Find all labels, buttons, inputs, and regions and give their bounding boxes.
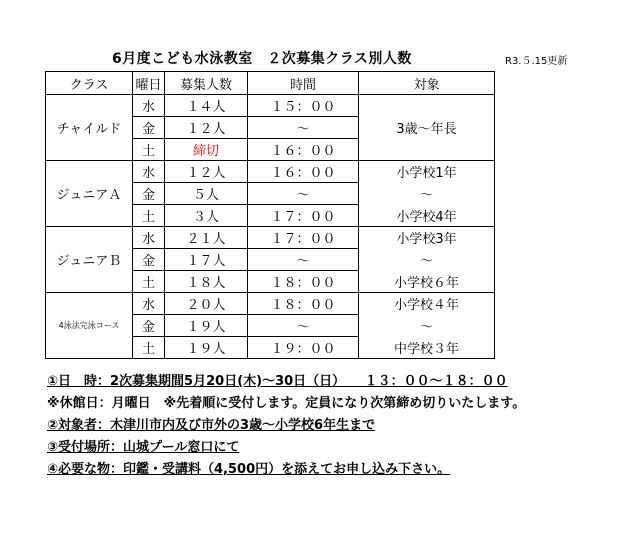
- count-cell: ５人: [165, 183, 248, 205]
- table-row: [46, 293, 495, 315]
- count-cell: １４人: [165, 95, 248, 117]
- table-row: [46, 161, 495, 183]
- class-schedule-table: [45, 71, 495, 359]
- day-cell: 金: [133, 315, 165, 337]
- target-tilde: ～: [359, 249, 495, 271]
- day-cell: 水: [133, 293, 165, 315]
- count-cell: １８人: [165, 271, 248, 293]
- time-start: １５：００: [248, 95, 359, 117]
- class-name-junior-b: ジュニアＢ: [46, 227, 133, 293]
- count-cell: ３人: [165, 205, 248, 227]
- target-tilde: ～: [359, 183, 495, 205]
- target-child: 3歳～年長: [359, 95, 495, 161]
- count-cell: １２人: [165, 161, 248, 183]
- time-end: １７：００: [248, 205, 359, 227]
- count-cell: ２１人: [165, 227, 248, 249]
- day-cell: 金: [133, 249, 165, 271]
- count-cell: １２人: [165, 117, 248, 139]
- updated-date: R3.５.15更新: [505, 56, 568, 67]
- page-title: 6月度こども水泳教室 ２次募集クラス別人数: [112, 51, 412, 67]
- table-header-row: [46, 72, 495, 95]
- header-time: 時間: [248, 72, 359, 95]
- day-cell: 水: [133, 161, 165, 183]
- header-target: 対象: [359, 72, 495, 95]
- count-cell: １９人: [165, 337, 248, 359]
- time-end: １８：００: [248, 271, 359, 293]
- header-count: 募集人数: [165, 72, 248, 95]
- notes-section: [47, 372, 525, 482]
- time-tilde: ～: [248, 249, 359, 271]
- target-start: 小学校４年: [359, 293, 495, 315]
- time-tilde: ～: [248, 117, 359, 139]
- target-end: 小学校4年: [359, 205, 495, 227]
- count-cell: ２０人: [165, 293, 248, 315]
- count-cell: １７人: [165, 249, 248, 271]
- day-cell: 金: [133, 183, 165, 205]
- note-eligibility: ②対象者：木津川市内及び市外の3歳～小学校6年生まで: [47, 418, 376, 433]
- header-class: クラス: [46, 72, 133, 95]
- target-end: 中学校３年: [359, 337, 495, 359]
- table-row: [46, 227, 495, 249]
- day-cell: 土: [133, 271, 165, 293]
- class-name-junior-a: ジュニアＡ: [46, 161, 133, 227]
- day-cell: 金: [133, 117, 165, 139]
- day-cell: 土: [133, 337, 165, 359]
- note-requirements: ④必要な物：印鑑・受講料（4,500円）を添えてお申し込み下さい。: [47, 462, 451, 477]
- target-start: 小学校1年: [359, 161, 495, 183]
- day-cell: 土: [133, 139, 165, 161]
- note-closed-day: ※休館日：月曜日 ※先着順に受付します。定員になり次第締め切りいたします。: [47, 396, 526, 411]
- class-name-child: チャイルド: [46, 95, 133, 161]
- day-cell: 水: [133, 227, 165, 249]
- time-end: １６：００: [248, 139, 359, 161]
- note-date-time: ①日 時：2次募集期間5月20日(木)～30日（日） １３：００～１８：００: [47, 374, 508, 389]
- time-tilde: ～: [248, 315, 359, 337]
- header-day: 曜日: [133, 72, 165, 95]
- time-end: １９：００: [248, 337, 359, 359]
- table-row: [46, 95, 495, 117]
- time-start: １６：００: [248, 161, 359, 183]
- target-tilde: ～: [359, 315, 495, 337]
- day-cell: 土: [133, 205, 165, 227]
- day-cell: 水: [133, 95, 165, 117]
- note-reception: ③受付場所：山城プール窓口にて: [47, 440, 240, 455]
- class-name-four-stroke: 4泳法完泳コース: [46, 293, 133, 359]
- target-start: 小学校3年: [359, 227, 495, 249]
- target-end: 小学校６年: [359, 271, 495, 293]
- time-tilde: ～: [248, 183, 359, 205]
- time-start: １８：００: [248, 293, 359, 315]
- count-cell: １９人: [165, 315, 248, 337]
- time-start: １７：００: [248, 227, 359, 249]
- count-cell-closed: 締切: [165, 139, 248, 161]
